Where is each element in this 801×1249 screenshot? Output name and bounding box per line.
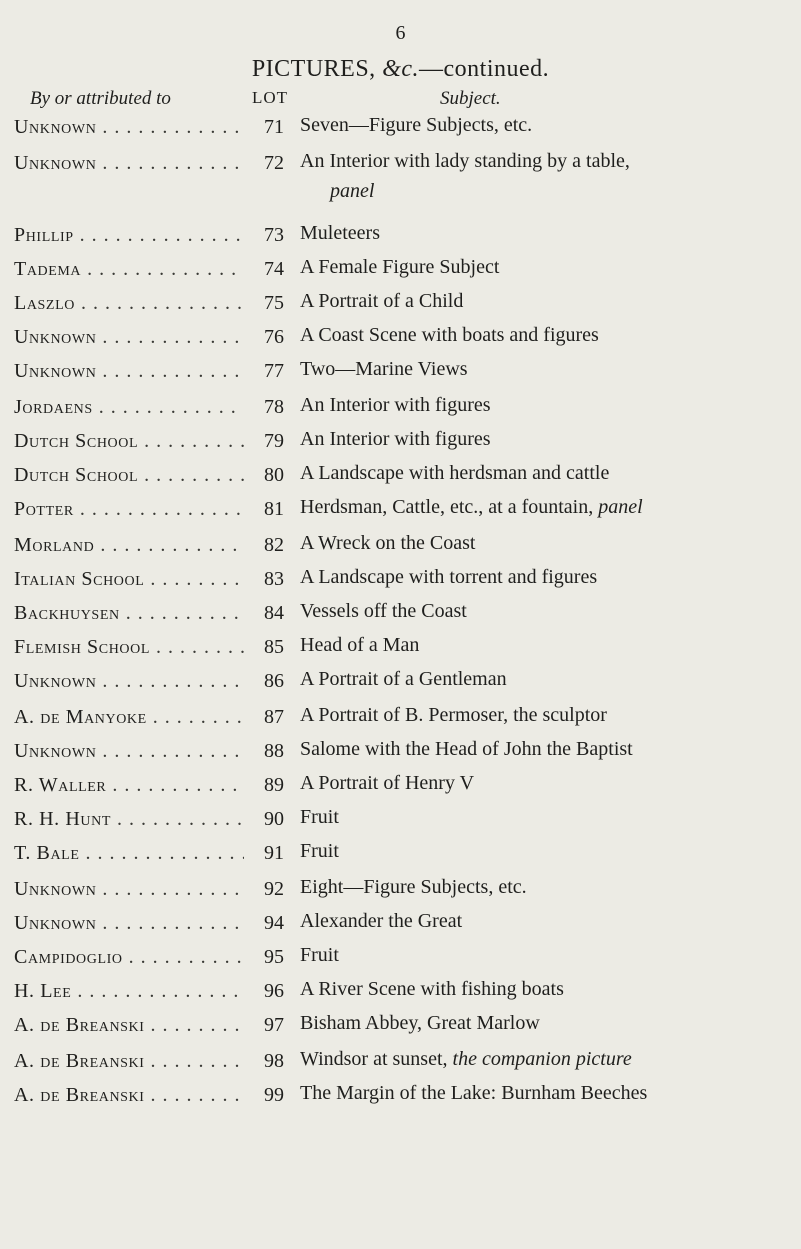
lot-artist: Tadema . . .: [14, 252, 244, 286]
lot-artist: R. Waller . . .: [14, 768, 244, 802]
lot-row: [0, 1044, 801, 1078]
lot-subject: [300, 354, 795, 384]
lot-number: 84: [264, 602, 284, 624]
lot-subject: [300, 664, 795, 694]
lot-subject: [300, 458, 795, 488]
lot-subject-text: A Landscape with herdsman and cattle: [300, 462, 610, 484]
lot-subject-text: An Interior with figures: [300, 394, 491, 416]
lot-number: 83: [264, 568, 284, 590]
lot-number: 89: [264, 774, 284, 796]
lot-subject: [300, 700, 795, 730]
lot-number: 91: [264, 842, 284, 864]
lot-subject: [300, 562, 795, 592]
lot-artist: Flemish School . . .: [14, 630, 244, 664]
lot-subject: [300, 1078, 795, 1108]
lot-subject-text: Fruit: [300, 806, 339, 828]
lot-subject-text: Seven—Figure Subjects, etc.: [300, 114, 533, 136]
lot-subject-italic: the companion picture: [452, 1048, 632, 1070]
lot-artist: Unknown . . .: [14, 734, 244, 768]
lot-number: 73: [264, 224, 284, 246]
lot-subject: [300, 320, 795, 350]
lot-artist: Morland . . .: [14, 528, 244, 562]
lot-number: 75: [264, 292, 284, 314]
column-header-lot: LOT: [252, 88, 289, 107]
lot-subject: [300, 940, 795, 970]
lot-subject: [300, 872, 795, 902]
lot-subject: [300, 630, 795, 660]
lot-subject: [300, 110, 795, 140]
lot-subject-text: A Portrait of a Child: [300, 290, 464, 312]
lot-row: [0, 146, 801, 202]
lot-artist: Unknown . . .: [14, 146, 244, 180]
lot-subject-text: Two—Marine Views: [300, 358, 468, 380]
lot-number: 82: [264, 534, 284, 556]
lot-row: [0, 700, 801, 734]
lot-number: 78: [264, 396, 284, 418]
lot-number: 86: [264, 670, 284, 692]
lot-subject-text: Bisham Abbey, Great Marlow: [300, 1012, 540, 1034]
lot-artist: Unknown . . .: [14, 664, 244, 698]
lot-subject: [300, 492, 795, 522]
lot-artist: Unknown . . .: [14, 872, 244, 906]
lot-row: [0, 974, 801, 1008]
lot-subject: [300, 906, 795, 936]
lot-subject-text: Alexander the Great: [300, 910, 463, 932]
lot-number: 95: [264, 946, 284, 968]
lot-subject-text: Windsor at sunset,: [300, 1048, 453, 1070]
lot-row: [0, 836, 801, 870]
lot-number: 97: [264, 1014, 284, 1036]
lot-subject: [300, 734, 795, 764]
lot-subject: [300, 146, 795, 206]
lot-subject-continuation: panel: [330, 180, 375, 202]
lot-artist: Dutch School . . .: [14, 458, 244, 492]
title-main: PICTURES,: [251, 56, 383, 82]
lot-row: [0, 1078, 801, 1112]
lot-number: 71: [264, 116, 284, 138]
lot-row: [0, 354, 801, 388]
page-title: [0, 56, 801, 83]
lot-artist: Phillip . . .: [14, 218, 244, 252]
lot-subject-text: Herdsman, Cattle, etc., at a fountain,: [300, 496, 599, 518]
lot-subject-italic: panel: [598, 496, 643, 518]
lot-number: 79: [264, 430, 284, 452]
lot-row: [0, 252, 801, 286]
column-header-artist: By or attributed to: [30, 88, 171, 109]
lot-artist: Laszlo . . .: [14, 286, 244, 320]
page-number: 6: [395, 22, 406, 44]
lot-subject-text: A Coast Scene with boats and figures: [300, 324, 599, 346]
lot-number: 88: [264, 740, 284, 762]
lot-number: 90: [264, 808, 284, 830]
lot-number: 96: [264, 980, 284, 1002]
lot-artist: Unknown . . .: [14, 110, 244, 144]
lot-subject: [300, 802, 795, 832]
lot-row: [0, 802, 801, 836]
lot-subject-text: Eight—Figure Subjects, etc.: [300, 876, 527, 898]
lot-artist: Unknown . . .: [14, 354, 244, 388]
lot-number: 77: [264, 360, 284, 382]
lot-subject: [300, 286, 795, 316]
lot-number: 80: [264, 464, 284, 486]
lot-artist: A. de Breanski . . .: [14, 1008, 244, 1042]
lot-row: [0, 562, 801, 596]
lot-subject-text: A Wreck on the Coast: [300, 532, 476, 554]
lot-subject-text: A Portrait of B. Permoser, the sculptor: [300, 704, 607, 726]
lot-row: [0, 630, 801, 664]
lot-row: [0, 872, 801, 906]
lot-subject-text: A Portrait of Henry V: [300, 772, 475, 794]
lot-row: [0, 492, 801, 526]
lot-artist: A. de Breanski . . .: [14, 1078, 244, 1112]
lot-number: 98: [264, 1050, 284, 1072]
lot-artist: Backhuysen . . .: [14, 596, 244, 630]
title-italic: &c.: [382, 56, 420, 82]
lot-row: [0, 528, 801, 562]
lot-row: [0, 664, 801, 698]
lot-row: [0, 218, 801, 252]
lot-subject-text: Muleteers: [300, 222, 380, 244]
lot-subject-text: A Landscape with torrent and figures: [300, 566, 598, 588]
lot-artist: A. de Breanski . . .: [14, 1044, 244, 1078]
lot-number: 72: [264, 152, 284, 174]
lot-subject: [300, 768, 795, 798]
lot-subject-text: Salome with the Head of John the Baptist: [300, 738, 633, 760]
lot-row: [0, 906, 801, 940]
lot-subject-text: The Margin of the Lake: Burnham Beeches: [300, 1082, 648, 1104]
lot-artist: Jordaens . . .: [14, 390, 244, 424]
column-header-subject: Subject.: [440, 88, 501, 109]
lot-artist: R. H. Hunt . . .: [14, 802, 244, 836]
lot-row: [0, 320, 801, 354]
lot-artist: Potter . . .: [14, 492, 244, 526]
lot-subject: [300, 218, 795, 248]
lot-row: [0, 940, 801, 974]
lot-row: [0, 1008, 801, 1042]
lot-subject-text: Fruit: [300, 944, 339, 966]
lot-row: [0, 390, 801, 424]
lot-artist: Campidoglio . . .: [14, 940, 244, 974]
lot-artist: Unknown . . .: [14, 320, 244, 354]
lot-subject: [300, 390, 795, 420]
lot-subject-text: An Interior with figures: [300, 428, 491, 450]
lot-artist: Italian School . . .: [14, 562, 244, 596]
lot-artist: H. Lee . . .: [14, 974, 244, 1008]
lot-subject-text: A Portrait of a Gentleman: [300, 668, 507, 690]
lot-number: 76: [264, 326, 284, 348]
lot-subject-text: Fruit: [300, 840, 339, 862]
lot-subject: [300, 596, 795, 626]
lot-subject-text: Head of a Man: [300, 634, 420, 656]
lot-subject: [300, 528, 795, 558]
title-suffix: —continued.: [419, 56, 550, 82]
lot-number: 74: [264, 258, 284, 280]
lot-subject: [300, 836, 795, 866]
lot-row: [0, 734, 801, 768]
lot-subject: [300, 974, 795, 1004]
lot-number: 81: [264, 498, 284, 520]
lot-subject: [300, 424, 795, 454]
lot-artist: Dutch School . . .: [14, 424, 244, 458]
lot-number: 87: [264, 706, 284, 728]
lot-row: [0, 110, 801, 144]
lot-artist: Unknown . . .: [14, 906, 244, 940]
lot-subject-text: A Female Figure Subject: [300, 256, 500, 278]
lot-number: 85: [264, 636, 284, 658]
lot-row: [0, 596, 801, 630]
lot-row: [0, 286, 801, 320]
lot-artist: A. de Manyoke . . .: [14, 700, 244, 734]
lot-number: 92: [264, 878, 284, 900]
lot-subject: [300, 1044, 795, 1074]
lot-subject-text: An Interior with lady standing by a table,: [300, 150, 630, 172]
lot-artist: T. Bale . . .: [14, 836, 244, 870]
lot-row: [0, 424, 801, 458]
lot-row: [0, 768, 801, 802]
lot-number: 99: [264, 1084, 284, 1106]
lot-subject: [300, 1008, 795, 1038]
lot-subject-text: Vessels off the Coast: [300, 600, 467, 622]
lot-row: [0, 458, 801, 492]
lot-number: 94: [264, 912, 284, 934]
lot-subject: [300, 252, 795, 282]
lot-subject-text: A River Scene with fishing boats: [300, 978, 564, 1000]
